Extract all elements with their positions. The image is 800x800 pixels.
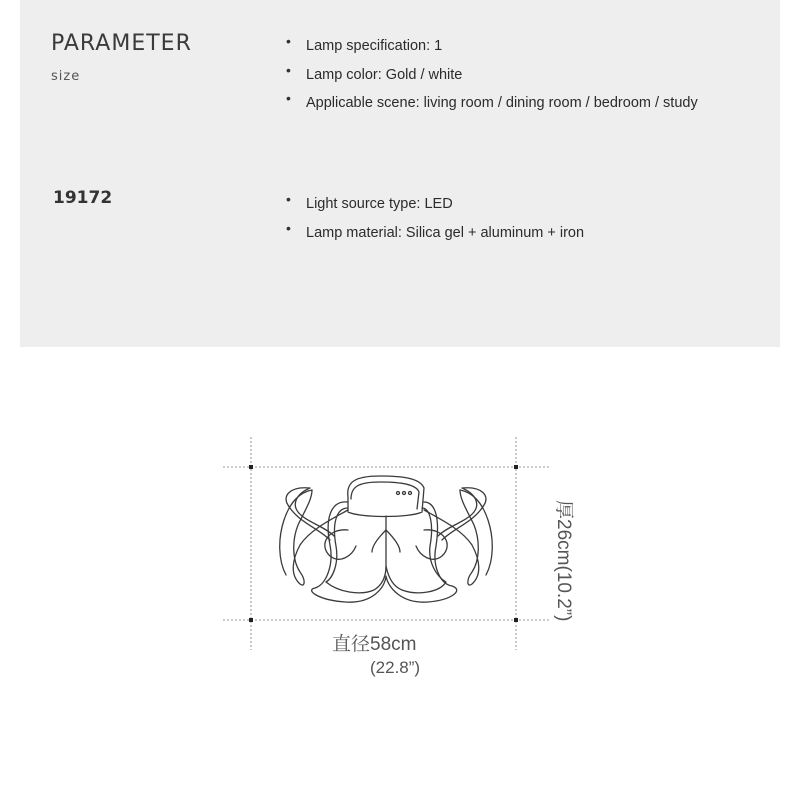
height-label: 厚26cm(10.2”)	[553, 500, 574, 622]
model-number: 19172	[53, 188, 113, 208]
bullet-icon: •	[286, 61, 291, 78]
page-subtitle: size	[51, 69, 81, 84]
bullet-icon: •	[286, 33, 291, 49]
bullet-icon: •	[286, 90, 291, 106]
spec-text: Lamp material: Silica gel + aluminum + iron	[306, 224, 585, 241]
spec-text: Applicable scene: living room / dining room / bedroom / study	[306, 95, 698, 111]
lamp-illustration	[280, 476, 493, 602]
bullet-icon: •	[286, 191, 291, 207]
spec-text: Lamp color: Gold / white	[306, 66, 463, 83]
spec-text: Lamp specification: 1	[306, 38, 443, 54]
diameter-inches-label: (22.8”)	[370, 658, 421, 677]
diameter-label: 直径58cm	[332, 634, 417, 655]
bullet-icon: •	[286, 219, 291, 236]
page-title: PARAMETER	[51, 31, 192, 56]
spec-text: Light source type: LED	[306, 196, 453, 212]
